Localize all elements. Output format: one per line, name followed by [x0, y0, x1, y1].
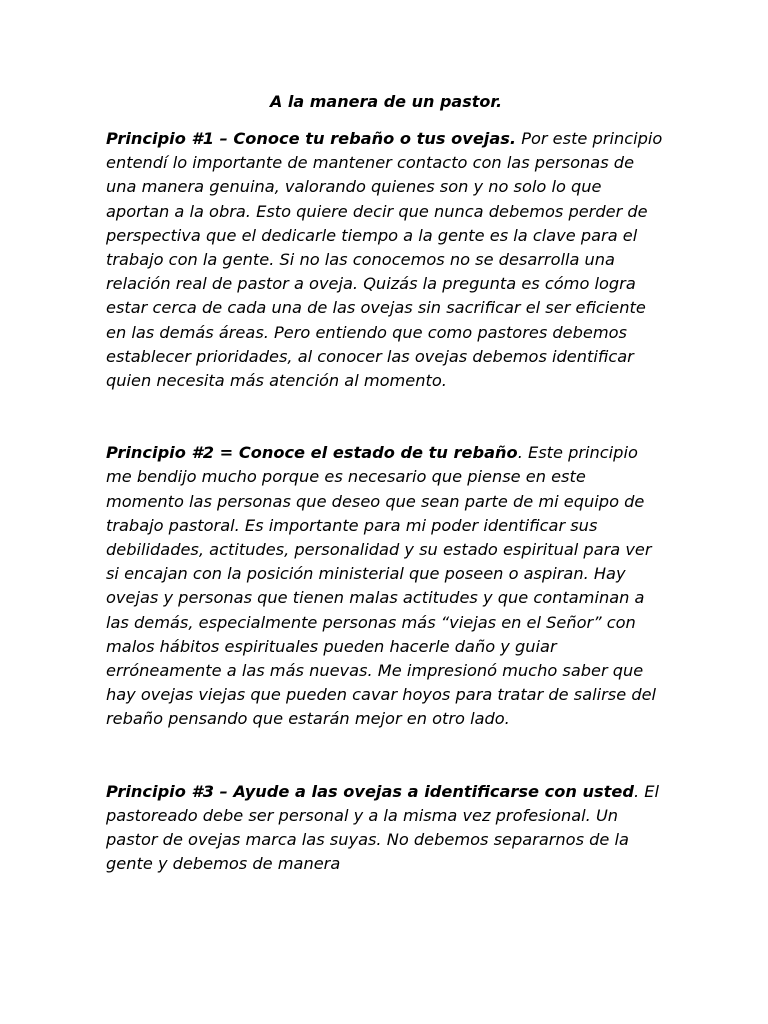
- paragraph-spacer: [106, 732, 666, 780]
- document-title: A la manera de un pastor.: [269, 92, 503, 111]
- document-page: [106, 90, 666, 876]
- paragraph-spacer: [106, 393, 666, 441]
- principle-2-paragraph: [106, 441, 666, 731]
- principle-3-heading: Principio #3 – Ayude a las ovejas a identificarse con usted: [106, 781, 634, 801]
- principle-2-heading: Principio #2 = Conoce el estado de tu rebaño: [106, 443, 518, 463]
- principle-1-paragraph: [106, 127, 666, 393]
- principle-2-separator: .: [517, 443, 528, 463]
- principle-3-body: El pastoreado debe ser personal y a la misma vez profesional. Un pastor de ovejas marca las suyas. No debemos separarnos de la gente y debemos de manera: [106, 781, 660, 874]
- principle-1-body: Por este principio entendí lo importante de mantener contacto con las personas de una manera genuina, valorando quienes son y no solo lo que aportan a la obra. Esto quiere decir que nunca debemos perder de perspectiva que el dedicarle tiempo a la gente es la clave para el trabajo con la gente. Si no las conocemos no se desarrolla una relación real de pastor a oveja. Quizás la pregunta es cómo logra estar cerca de cada una de las ovejas sin sacrificar el ser eficiente en las demás áreas. Pero entiendo que como pastores debemos establecer prioridades, al conocer las ovejas debemos identificar quien necesita más atención al momento.: [106, 129, 663, 391]
- principle-1-heading: Principio #1 – Conoce tu rebaño o tus ovejas.: [106, 129, 517, 148]
- principle-3-paragraph: [106, 780, 666, 877]
- principle-2-body: Este principio me bendijo mucho porque es necesario que piense en este momento las personas que deseo que sean parte de mi equipo de trabajo pastoral. Es importante para mi poder identificar sus debilidades, actitudes, personalidad y su estado espiritual para ver si encajan con la posición ministerial que poseen o aspiran. Hay ovejas y personas que tienen malas actitudes y que contaminan a las demás, especialmente personas más “viejas en el Señor” con malos hábitos espirituales pueden hacerle daño y guiar erróneamente a las más nuevas. Me impresionó mucho saber que hay ovejas viejas que pueden cavar hoyos para tratar de salirse del rebaño pensando que estarán mejor en otro lado.: [106, 443, 657, 729]
- principle-3-separator: .: [634, 781, 645, 801]
